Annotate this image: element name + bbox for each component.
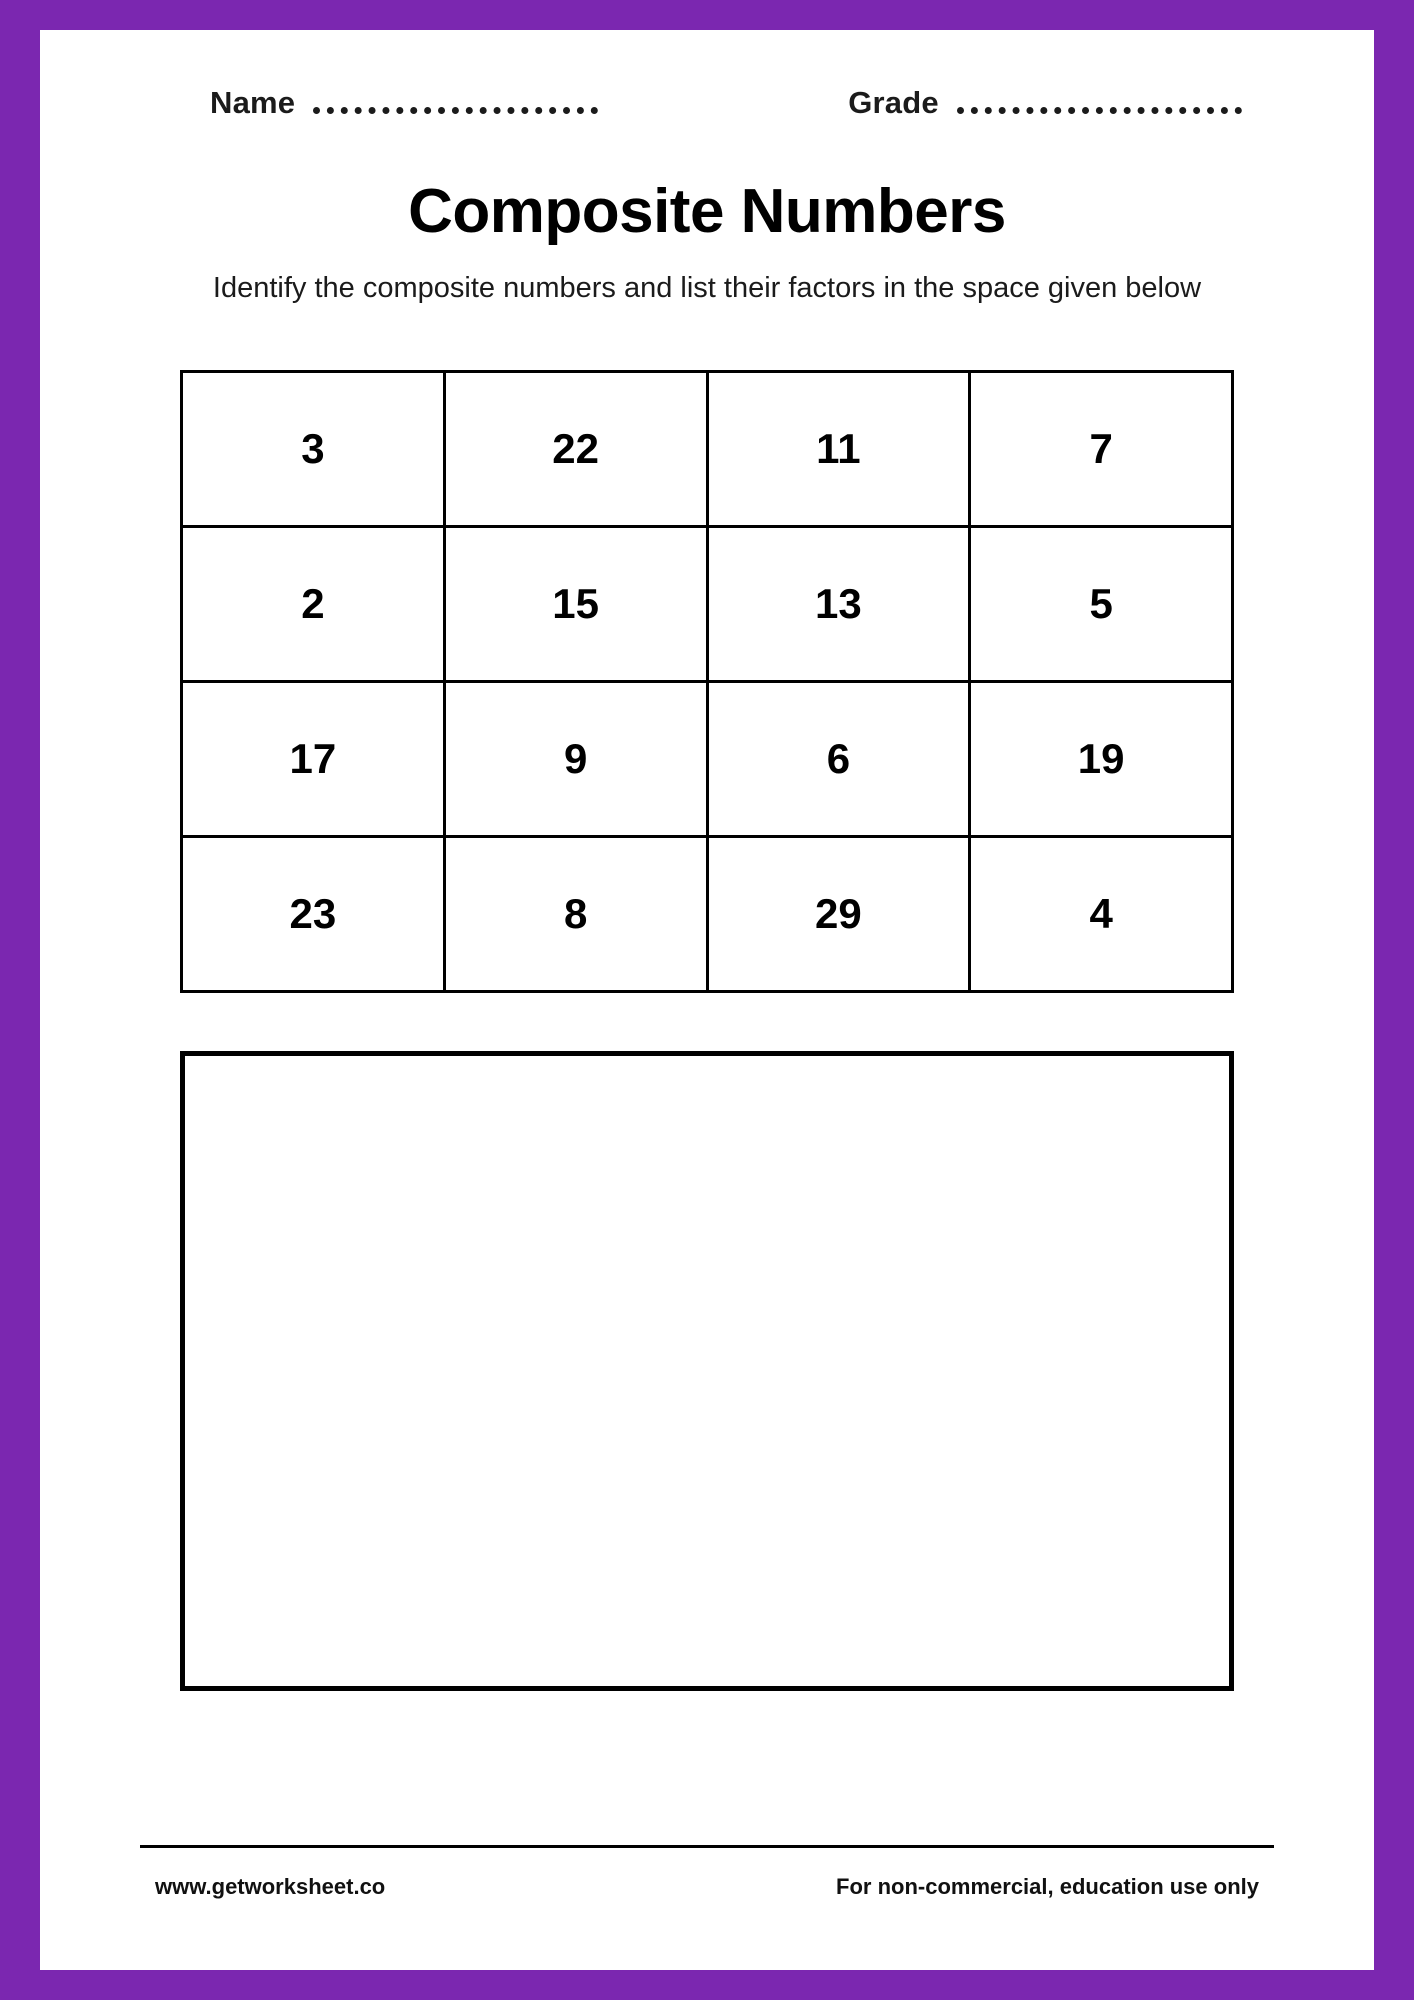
- grid-cell[interactable]: 13: [707, 527, 970, 682]
- grid-cell[interactable]: 3: [182, 372, 445, 527]
- footer-divider: [140, 1845, 1274, 1848]
- name-dotted-line[interactable]: [313, 107, 598, 114]
- grid-cell[interactable]: 11: [707, 372, 970, 527]
- grid-cell[interactable]: 8: [444, 837, 707, 992]
- grid-cell[interactable]: 9: [444, 682, 707, 837]
- grid-cell[interactable]: 17: [182, 682, 445, 837]
- grid-cell[interactable]: 4: [970, 837, 1233, 992]
- grade-label: Grade: [848, 85, 939, 120]
- name-field[interactable]: [210, 85, 598, 121]
- answer-area-container: [140, 1051, 1274, 1691]
- table-row: [182, 372, 1233, 527]
- grid-cell[interactable]: 7: [970, 372, 1233, 527]
- worksheet-body: [40, 30, 1374, 1970]
- table-row: [182, 527, 1233, 682]
- page-title: Composite Numbers: [408, 177, 1006, 246]
- grid-cell[interactable]: 15: [444, 527, 707, 682]
- grid-cell[interactable]: 2: [182, 527, 445, 682]
- grid-cell[interactable]: 23: [182, 837, 445, 992]
- table-row: [182, 837, 1233, 992]
- name-label: Name: [210, 85, 296, 120]
- grade-dotted-line[interactable]: [957, 107, 1242, 114]
- footer-usage-note: For non-commercial, education use only: [836, 1874, 1259, 1899]
- answer-box[interactable]: [180, 1051, 1234, 1691]
- table-row: [182, 682, 1233, 837]
- grid-cell[interactable]: 6: [707, 682, 970, 837]
- footer: [140, 1845, 1274, 1900]
- header: [140, 85, 1274, 121]
- number-grid-container: [140, 370, 1274, 993]
- number-grid: [180, 370, 1234, 993]
- grid-cell[interactable]: 22: [444, 372, 707, 527]
- grade-field[interactable]: [848, 85, 1242, 121]
- footer-website[interactable]: www.getworksheet.co: [155, 1874, 386, 1899]
- instructions-text: Identify the composite numbers and list their factors in the space given below: [212, 272, 1202, 304]
- grid-cell[interactable]: 5: [970, 527, 1233, 682]
- footer-row: [140, 1874, 1274, 1900]
- grid-cell[interactable]: 19: [970, 682, 1233, 837]
- grid-cell[interactable]: 29: [707, 837, 970, 992]
- worksheet-page: [40, 30, 1374, 1970]
